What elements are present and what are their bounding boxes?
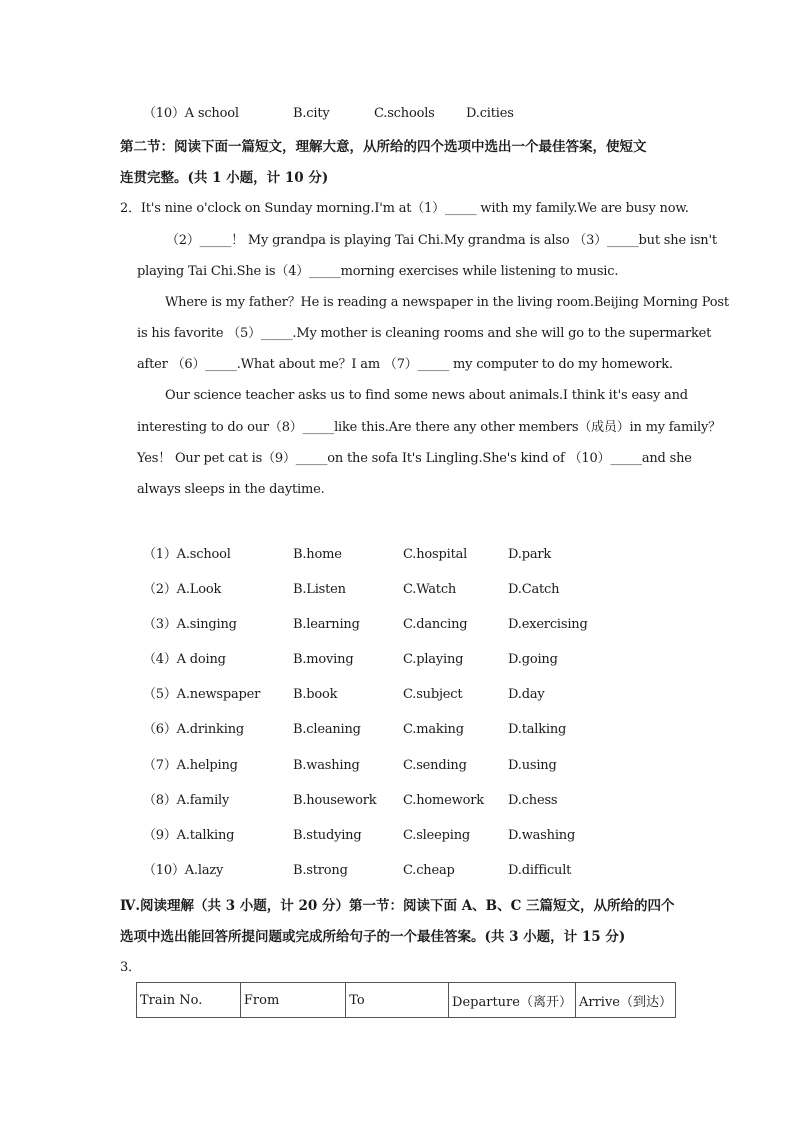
option-3-b: B.learning [293, 617, 360, 632]
option-10-d: D.difficult [508, 863, 572, 878]
section2-heading-line1: 第二节：阅读下面一篇短文，理解大意，从所给的四个选项中选出一个最佳答案，使短文 [120, 139, 647, 155]
train-table-header-row [137, 983, 676, 1018]
option-7-a: （7）A.helping [143, 758, 238, 773]
passage-line-1: 2．It's nine o'clock on Sunday morning.I'm at（1）_____ with my family.We are busy now. [120, 201, 689, 216]
option-1-a: （1）A.school [143, 547, 231, 562]
section4-heading-line2: 选项中选出能回答所提问题或完成所给句子的一个最佳答案。(共 3 小题，计 15 分) [120, 929, 626, 945]
question-3-label: 3． [120, 960, 141, 975]
option-10-b: B.strong [293, 863, 348, 878]
header-train-no: Train No. [137, 983, 241, 1018]
option-4-b: B.moving [293, 652, 354, 667]
option-2-a: （2）A.Look [143, 582, 222, 597]
passage-line-3: playing Tai Chi.She is（4）_____morning exercises while listening to music. [137, 264, 619, 279]
option-8-a: （8）A.family [143, 793, 230, 808]
option-8-b: B.housework [293, 793, 377, 808]
passage-line-7: Our science teacher asks us to find some news about animals.I think it's easy and [165, 388, 688, 403]
prev-option-c: C.schools [374, 106, 435, 121]
section4-heading-line1: Ⅳ.阅读理解（共 3 小题，计 20 分）第一节：阅读下面 A、B、C 三篇短文，从所给的四个 [120, 898, 675, 914]
option-7-c: C.sending [403, 758, 467, 773]
section2-heading-line2: 连贯完整。(共 1 小题，计 10 分) [120, 170, 329, 186]
option-1-b: B.home [293, 547, 342, 562]
prev-option-a: （10）A school [143, 106, 239, 121]
option-5-d: D.day [508, 687, 545, 702]
option-6-b: B.cleaning [293, 722, 361, 737]
header-from: From [240, 983, 345, 1018]
option-9-a: （9）A.talking [143, 828, 235, 843]
option-4-a: （4）A doing [143, 652, 226, 667]
header-departure: Departure（离开） [449, 983, 576, 1018]
header-to: To [346, 983, 449, 1018]
option-6-c: C.making [403, 722, 464, 737]
option-10-c: C.cheap [403, 863, 455, 878]
option-5-b: B.book [293, 687, 338, 702]
passage-line-2: （2）_____！ My grandpa is playing Tai Chi.My grandma is also （3）_____but she isn't [166, 233, 717, 248]
passage-line-9: Yes！ Our pet cat is（9）_____on the sofa It's Lingling.She's kind of （10）_____and she [137, 451, 692, 466]
option-9-d: D.washing [508, 828, 576, 843]
option-7-d: D.using [508, 758, 557, 773]
passage-line-8: interesting to do our（8）_____like this.Are there any other members（成员）in my family？ [137, 420, 721, 435]
prev-option-d: D.cities [466, 106, 514, 121]
option-3-d: D.exercising [508, 617, 588, 632]
option-3-c: C.dancing [403, 617, 468, 632]
passage-line-5: is his favorite （5）_____.My mother is cleaning rooms and she will go to the supermarket [137, 326, 712, 341]
option-9-c: C.sleeping [403, 828, 471, 843]
option-3-a: （3）A.singing [143, 617, 237, 632]
option-9-b: B.studying [293, 828, 362, 843]
option-2-b: B.Listen [293, 582, 346, 597]
option-8-d: D.chess [508, 793, 558, 808]
option-2-d: D.Catch [508, 582, 560, 597]
option-8-c: C.homework [403, 793, 484, 808]
option-6-a: （6）A.drinking [143, 722, 244, 737]
option-7-b: B.washing [293, 758, 360, 773]
passage-line-4: Where is my father？He is reading a newspaper in the living room.Beijing Morning Post [165, 295, 729, 310]
option-1-c: C.hospital [403, 547, 468, 562]
prev-option-b: B.city [293, 106, 330, 121]
option-5-a: （5）A.newspaper [143, 687, 261, 702]
passage-line-6: after （6）_____.What about me？I am （7）_____ my computer to do my homework. [137, 357, 673, 372]
option-4-d: D.going [508, 652, 558, 667]
option-5-c: C.subject [403, 687, 463, 702]
option-10-a: （10）A.lazy [143, 863, 224, 878]
option-6-d: D.talking [508, 722, 567, 737]
option-1-d: D.park [508, 547, 552, 562]
option-4-c: C.playing [403, 652, 464, 667]
option-2-c: C.Watch [403, 582, 457, 597]
header-arrive: Arrive（到达） [575, 983, 675, 1018]
passage-line-10: always sleeps in the daytime. [137, 482, 325, 497]
train-table [136, 982, 676, 1018]
